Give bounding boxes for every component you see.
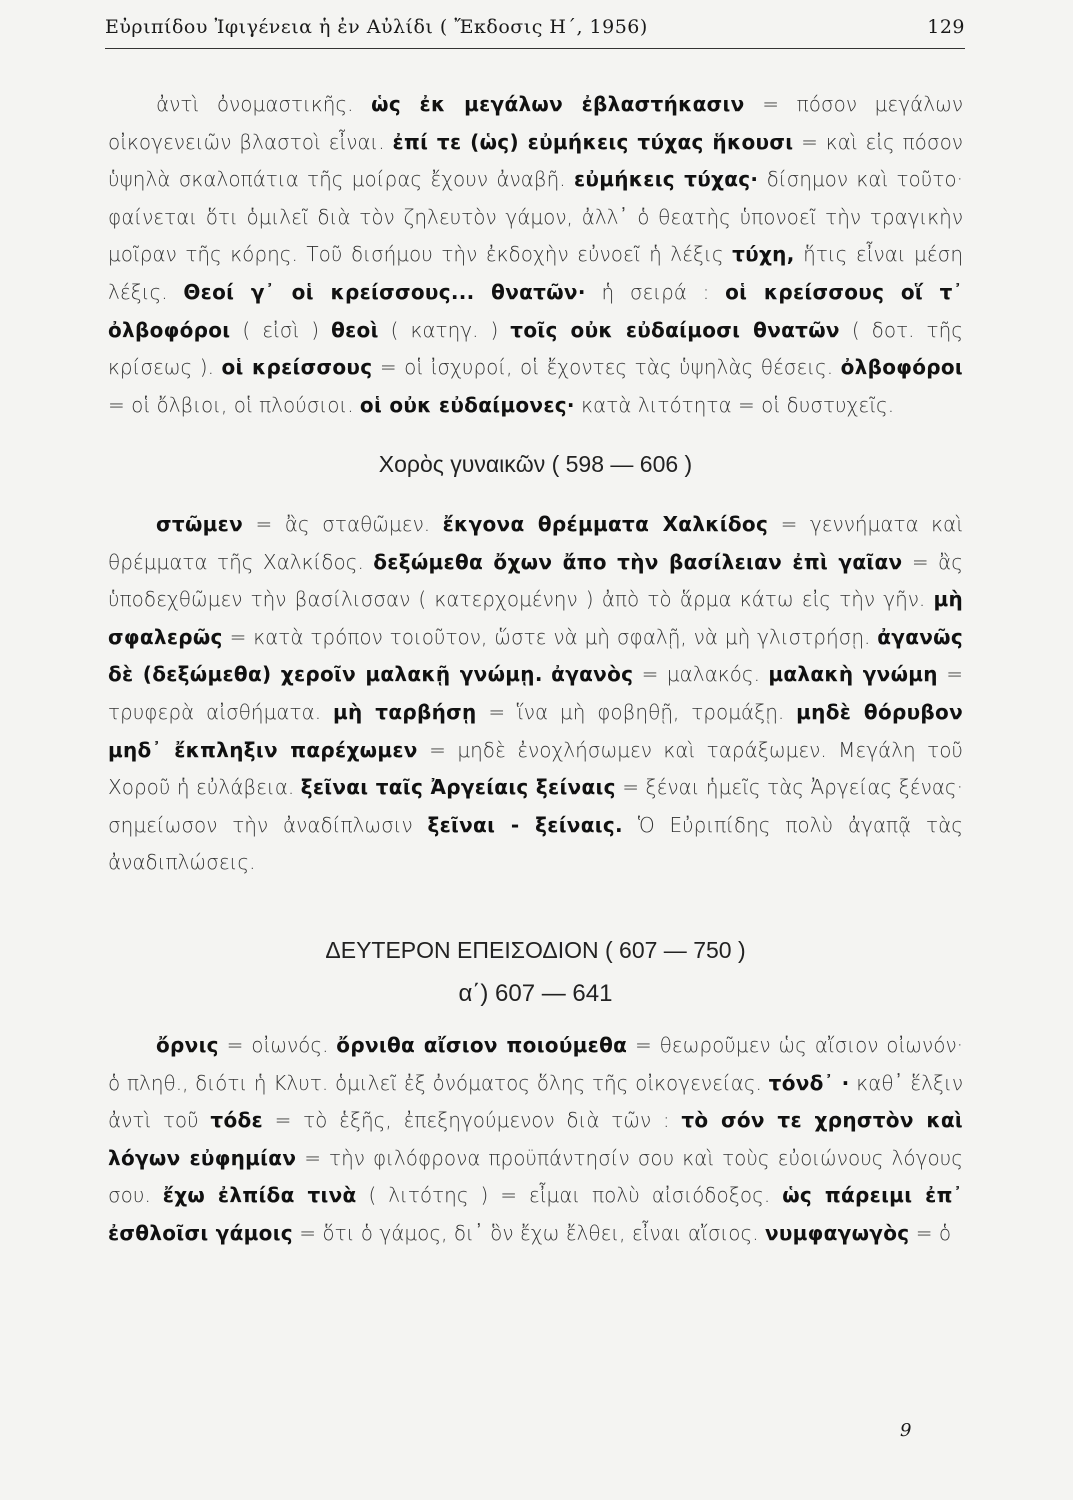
text: = ἂς ὑποδεχθῶμεν τὴν βασίλισσαν ( κατερχομένην ) ἀπὸ τὸ ἅρμα κάτω εἰς τὴν γῆν. xyxy=(108,549,963,612)
lemma: τόνδ᾿ · xyxy=(768,1070,850,1095)
lemma: Θεοί γ᾿ οἱ κρείσσους... θνατῶν· xyxy=(183,279,586,304)
lemma: θεοὶ xyxy=(331,317,379,342)
text: = ἵνα μὴ φοβηθῇ, τρομάξῃ. xyxy=(476,699,797,724)
lemma: ἀγανὸς xyxy=(551,662,634,687)
text xyxy=(543,662,551,686)
text: = τρυφερὰ αἰσθήματα. xyxy=(108,662,963,724)
lemma: ξεῖναι ταῖς Ἀργείαις ξείναις xyxy=(300,775,616,800)
lemma: μηδὲ θόρυβον μηδ᾿ ἔκπληξιν παρέχωμεν xyxy=(108,699,964,762)
text: = ὅτι ὁ γάμος, δι᾿ ὃν ἔχω ἔλθει, εἶναι αἴσιος. xyxy=(292,1221,765,1246)
text: = οἱ ἰσχυροί, οἱ ἔχοντες τὰς ὑψηλὰς θέσεις. xyxy=(372,355,841,380)
text: = ὁ xyxy=(909,1221,952,1246)
text: = οἱ ὄλβιοι, οἱ πλούσιοι. xyxy=(108,392,360,417)
lemma: τύχη, xyxy=(732,242,795,267)
lemma: ἔκγονα θρέμματα Χαλκίδος xyxy=(442,511,769,536)
lemma: ὡς ἐκ μεγάλων ἐβλαστήκασιν xyxy=(371,92,745,116)
text: = θεωροῦμεν ὡς αἴσιον οἰωνόν· ὁ πληθ., διότι ἡ Κλυτ. ὁμιλεῖ ἐξ ὀνόματος ὅλης τῆς οἰκογενείας. xyxy=(108,1033,963,1095)
running-title: Εὐριπίδου Ἰφιγένεια ἡ ἐν Αὐλίδι ( Ἔκδοσις Η΄, 1956) xyxy=(105,16,648,38)
lemma: νυμφαγωγὸς xyxy=(764,1221,910,1246)
text: ( εἰσὶ ) xyxy=(230,317,332,342)
lemma: ἐπί τε (ὡς) εὐμήκεις τύχας ἥκουσι xyxy=(392,129,794,154)
lemma: ὄρνις xyxy=(156,1033,219,1058)
paragraph-2 xyxy=(108,506,963,882)
paragraph-3 xyxy=(108,1027,963,1253)
lemma: μαλακὴ γνώμη xyxy=(768,662,938,687)
text: ἥτις εἶναι μέση λέξις. xyxy=(108,242,963,304)
text: καθ᾿ ἕλξιν ἀντὶ τοῦ xyxy=(108,1070,963,1133)
page-number-top: 129 xyxy=(927,16,965,38)
text: ( λιτότης ) = εἶμαι πολὺ αἰσιόδοξος. xyxy=(356,1183,783,1208)
lemma: εὐμήκεις τύχας· xyxy=(573,167,759,192)
lemma: στῶμεν xyxy=(156,511,243,536)
lemma: ὀλβοφόροι xyxy=(840,355,963,380)
lemma: ἀγανῶς δὲ (δεξώμεθα) χεροῖν μαλακῇ γνώμῃ. xyxy=(108,624,963,687)
text: = πόσον μεγάλων οἰκογενειῶν βλαστοὶ εἶναι. xyxy=(108,92,963,154)
text: = γεννήματα καὶ θρέμματα τῆς Χαλκίδος. xyxy=(108,511,963,574)
lemma: τοῖς οὐκ εὐδαίμοσι θνατῶν xyxy=(510,317,840,342)
lemma: μὴ σφαλερῶς xyxy=(108,587,963,649)
text: = οἰωνός. xyxy=(218,1033,337,1058)
lemma: ξεῖναι - ξείναις. xyxy=(427,812,623,837)
section-heading-episode: ΔΕΥΤΕΡΟΝ ΕΠΕΙΣΟΔΙΟΝ ( 607 — 750 ) xyxy=(325,936,746,963)
lemma: οἱ κρείσσους οἵ τ᾿ ὀλβοφόροι xyxy=(108,279,963,342)
text: = καὶ εἰς πόσον ὑψηλὰ σκαλοπάτια τῆς μοίρας ἔχουν ἀναβῆ. xyxy=(108,129,963,192)
text: ( δοτ. τῆς κρίσεως ). xyxy=(108,317,963,380)
text: Ὁ Εὐριπίδης πολὺ ἀγαπᾷ τὰς ἀναδιπλώσεις. xyxy=(108,812,963,875)
lemma: τὸ σόν τε χρηστὸν καὶ λόγων εὐφημίαν xyxy=(108,1108,963,1170)
text: δίσημον καὶ τοῦτο· φαίνεται ὅτι ὁμιλεῖ διὰ τὸν ζηλευτὸν γάμον, ἀλλ᾿ ὁ θεατὴς ὑπονοεῖ τὴν τραγικὴν μοῖραν τῆς κόρης. Τοῦ δισήμου τὴν ἐκδοχὴν εὐνοεῖ ἡ λέξις xyxy=(108,167,963,267)
lemma: τόδε xyxy=(210,1108,263,1133)
text: ἀντὶ ὀνομαστικῆς. xyxy=(156,92,372,116)
lemma: δεξώμεθα ὄχων ἄπο τὴν βασίλειαν ἐπὶ γαῖαν xyxy=(373,549,903,574)
text: = μαλακός. xyxy=(633,662,769,687)
running-header xyxy=(105,16,965,49)
text: = μηδὲ ἐνοχλήσωμεν καὶ ταράξωμεν. Μεγάλη τοῦ Χοροῦ ἡ εὐλάβεια. xyxy=(108,737,964,800)
subsection-heading: α΄) 607 — 641 xyxy=(458,980,613,1008)
lemma: οἱ κρείσσους xyxy=(221,355,373,380)
text: ( κατηγ. ) xyxy=(378,317,511,342)
text: = ἂς σταθῶμεν. xyxy=(243,511,443,536)
lemma: οἱ οὐκ εὐδαίμονες· xyxy=(359,392,575,417)
lemma: ὡς πάρειμι ἐπ᾿ ἐσθλοῖσι γάμοις xyxy=(108,1183,963,1246)
section-heading-chorus: Χορὸς γυναικῶν ( 598 — 606 ) xyxy=(378,451,693,478)
lemma: ὄρνιθα αἴσιον ποιούμεθα xyxy=(336,1033,628,1058)
text: = τὴν φιλόφρονα προϋπάντησίν σου καὶ τοὺς εὐοιώνους λόγους σου. xyxy=(108,1145,963,1208)
lemma: ἔχω ἐλπίδα τινὰ xyxy=(162,1183,357,1208)
signature-mark: 9 xyxy=(900,1420,912,1441)
text: = κατὰ τρόπον τοιοῦτον, ὥστε νὰ μὴ σφαλῇ, νὰ μὴ γλιστρήσῃ. xyxy=(222,624,878,649)
paragraph-1 xyxy=(108,86,963,424)
text: κατὰ λιτότητα = οἱ δυστυχεῖς. xyxy=(574,392,895,417)
text: = ξέναι ἡμεῖς τὰς Ἀργείας ξένας· σημείωσον τὴν ἀναδίπλωσιν xyxy=(108,775,964,837)
main-text xyxy=(108,86,963,1253)
lemma: μὴ ταρβήσῃ xyxy=(332,699,477,724)
text: = τὸ ἑξῆς, ἐπεξηγούμενον διὰ τῶν : xyxy=(262,1108,682,1133)
text: ἡ σειρά : xyxy=(585,279,726,304)
